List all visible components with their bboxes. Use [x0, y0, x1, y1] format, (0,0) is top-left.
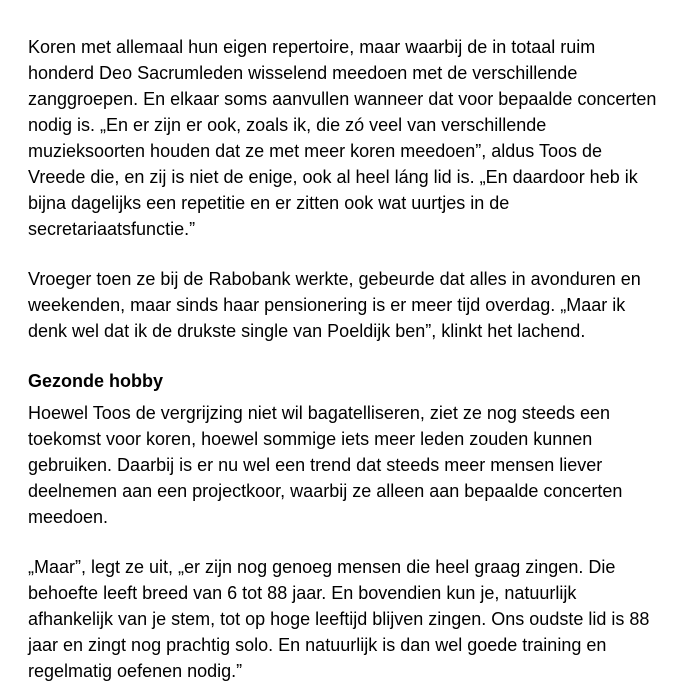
- section-heading-gezonde-hobby: Gezonde hobby: [28, 371, 163, 391]
- article-paragraph-maar: „Maar”, legt ze uit, „er zijn nog genoeg mensen die heel graag zingen. Die behoefte leeft breed van 6 tot 88 jaar. En bovendien kun je, natuurlijk afhankelijk van je stem, tot op hoge leeftijd blijven zingen. Ons oudste lid is 88 jaar en zingt nog prachtig solo. En natuurlijk is dan wel goede training en regelmatig oefenen nodig.”: [28, 557, 650, 681]
- article-paragraph-koren: Koren met allemaal hun eigen repertoire, maar waarbij de in totaal ruim honderd Deo Sacrumleden wisselend meedoen met de verschillende zanggroepen. En elkaar soms aanvullen wanneer dat voor bepaalde concerten nodig is. „En er zijn er ook, zoals ik, die zó veel van verschillende muzieksoorten houden dat ze met meer koren meedoen”, aldus Toos de Vreede die, en zij is niet de enige, ook al heel láng lid is. „En daardoor heb ik bijna dagelijks een repetitie en er zitten ook wat uurtjes in de secretariaatsfunctie.”: [28, 37, 657, 239]
- article-paragraph-hoewel: Hoewel Toos de vergrijzing niet wil bagatelliseren, ziet ze nog steeds een toekomst voor koren, hoewel sommige iets meer leden zouden kunnen gebruiken. Daarbij is er nu wel een trend dat steeds meer mensen liever deelnemen aan een projectkoor, waarbij ze alleen aan bepaalde concerten meedoen.: [28, 403, 623, 527]
- article-paragraph-vroeger: Vroeger toen ze bij de Rabobank werkte, gebeurde dat alles in avonduren en weekenden, maar sinds haar pensionering is er meer tijd overdag. „Maar ik denk wel dat ik de drukste single van Poeldijk ben”, klinkt het lachend.: [28, 269, 641, 341]
